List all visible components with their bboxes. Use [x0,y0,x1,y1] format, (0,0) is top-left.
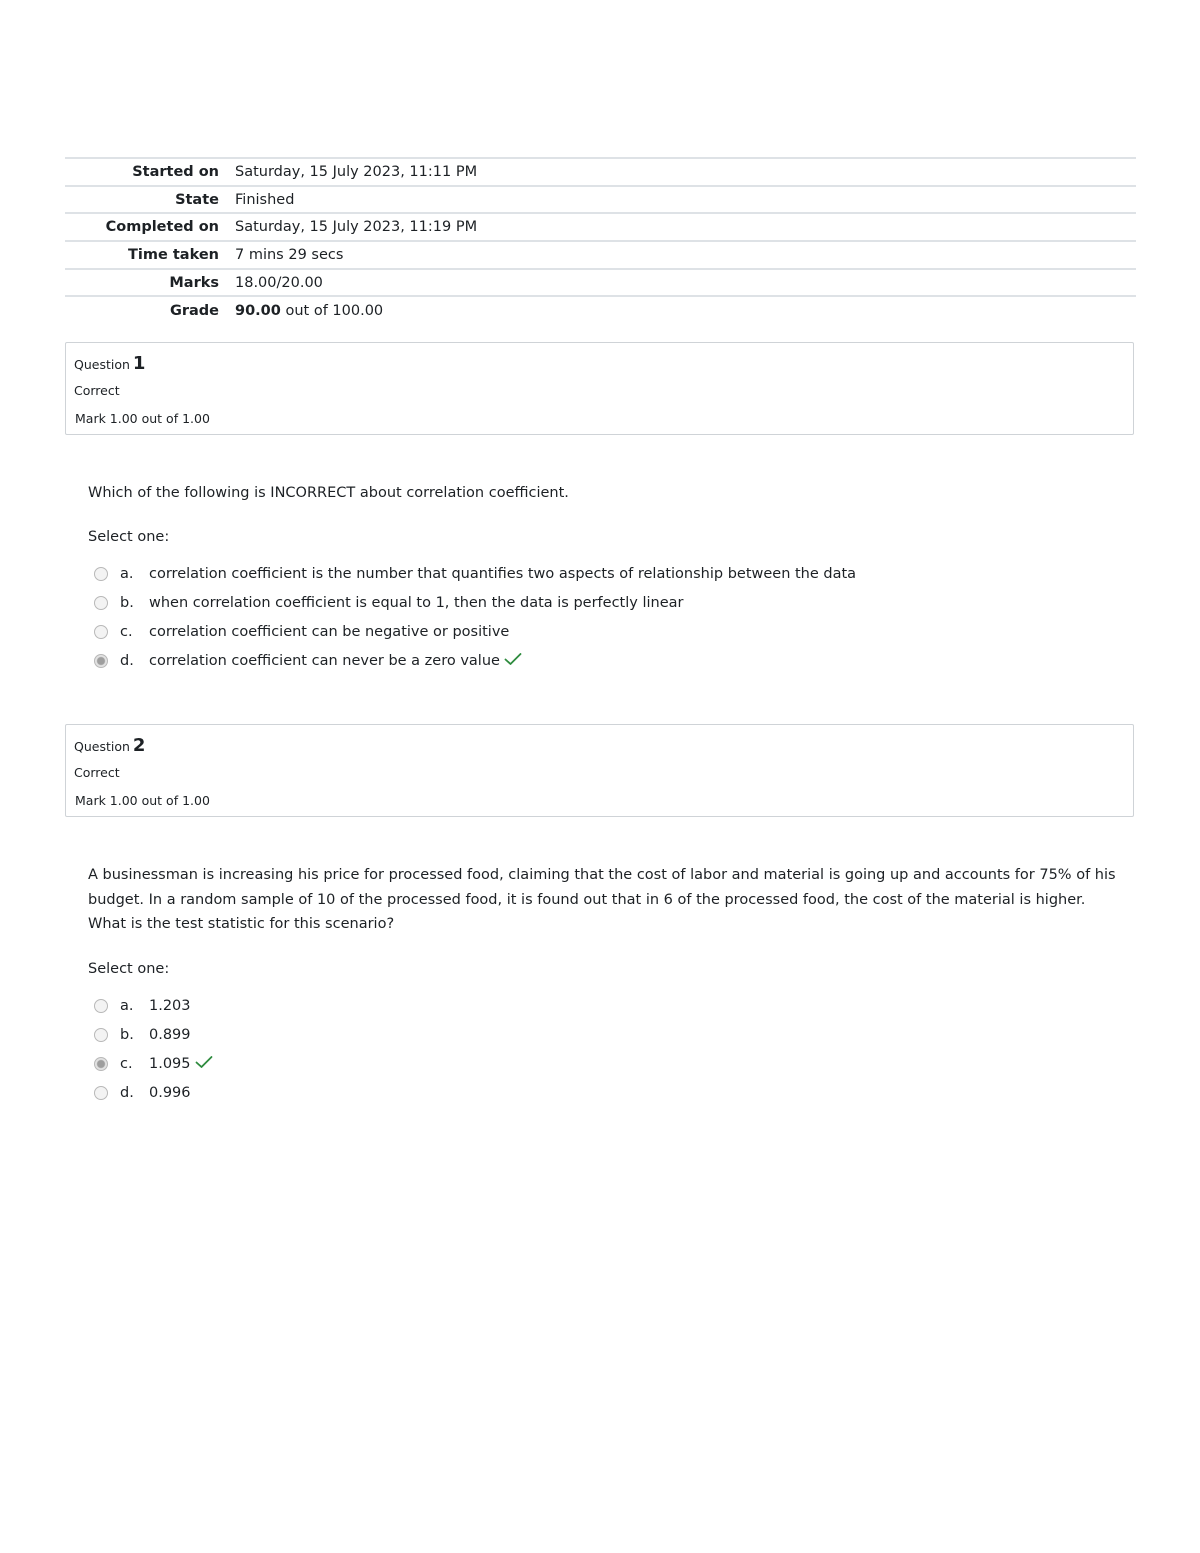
radio-button-selected[interactable] [94,1057,108,1071]
radio-button[interactable] [94,625,108,639]
summary-row-state [65,186,1136,214]
radio-button[interactable] [94,596,108,610]
question-grade: Mark 1.00 out of 1.00 [75,411,210,426]
option-letter: c. [120,1055,133,1072]
grade-out-of: out of 100.00 [285,302,384,319]
option-letter: b. [120,1026,134,1043]
option-letter: c. [120,623,133,640]
summary-value [235,296,1136,324]
answer-option-a[interactable] [94,991,213,1020]
option-letter: a. [120,997,134,1014]
option-text: correlation coefficient can never be a zero value [149,652,500,669]
question-1-prompt: Select one: [88,529,170,545]
summary-label: Time taken [128,246,219,263]
option-letter: a. [120,565,134,582]
question-state: Correct [74,383,120,398]
summary-row-grade [65,296,1136,324]
summary-row-time-taken [65,241,1136,269]
question-text-line: budget. In a random sample of 10 of the processed food, it is found out that in 6 of the processed food, the cost of the material is higher. [88,891,1086,908]
option-text: 0.996 [149,1084,191,1101]
question-text-line: A businessman is increasing his price for processed food, claiming that the cost of labor and material is going up and accounts for 75% of his [88,867,1116,883]
question-label: Question [74,357,130,372]
summary-label: State [175,191,219,208]
option-text: 1.095 [149,1055,191,1072]
question-grade: Mark 1.00 out of 1.00 [75,793,210,808]
grade-value: 90.00 [235,302,281,319]
answer-option-c[interactable] [94,1049,213,1078]
summary-row-started [65,158,1136,186]
option-letter: d. [120,1084,134,1101]
question-1-info [65,342,1134,435]
radio-button[interactable] [94,1028,108,1042]
check-icon [504,652,522,670]
summary-label: Started on [132,163,219,180]
option-text: correlation coefficient can be negative or positive [149,623,510,640]
question-state: Correct [74,765,120,780]
question-number [74,735,145,756]
summary-value: 7 mins 29 secs [235,246,344,263]
summary-row-marks [65,269,1136,297]
summary-row-completed [65,213,1136,241]
answer-option-d[interactable] [94,1078,213,1107]
question-number-value: 1 [132,353,146,374]
question-number-value: 2 [132,735,146,756]
option-text: 1.203 [149,997,191,1014]
answer-option-b[interactable] [94,1020,213,1049]
summary-label: Completed on [105,219,219,236]
summary-label: Marks [169,274,219,291]
option-letter: d. [120,652,134,669]
radio-button[interactable] [94,567,108,581]
answer-option-d[interactable] [94,646,856,675]
question-2-info [65,724,1134,817]
option-text: 0.899 [149,1026,191,1043]
radio-button[interactable] [94,1086,108,1100]
radio-button[interactable] [94,999,108,1013]
question-1-answers [94,559,856,675]
question-label: Question [74,739,130,754]
question-text-line: What is the test statistic for this scenario? [88,916,395,932]
answer-option-c[interactable] [94,617,856,646]
summary-label: Grade [169,302,219,319]
question-2-prompt: Select one: [88,961,170,977]
radio-button-selected[interactable] [94,654,108,668]
question-2-text [88,863,1118,937]
answer-option-b[interactable] [94,588,856,617]
question-number [74,353,145,374]
check-icon [195,1055,213,1073]
summary-value: Saturday, 15 July 2023, 11:11 PM [235,163,478,180]
option-text: when correlation coefficient is equal to 1, then the data is perfectly linear [149,594,684,611]
summary-value: 18.00/20.00 [235,274,323,291]
option-text: correlation coefficient is the number that quantifies two aspects of relationship between the data [149,565,857,582]
attempt-summary-table [65,157,1136,324]
answer-option-a[interactable] [94,559,856,588]
summary-value: Saturday, 15 July 2023, 11:19 PM [235,219,478,236]
option-letter: b. [120,594,134,611]
summary-value: Finished [235,191,295,208]
question-1-text: Which of the following is INCORRECT about correlation coefficient. [88,485,569,501]
question-2-answers [94,991,213,1107]
